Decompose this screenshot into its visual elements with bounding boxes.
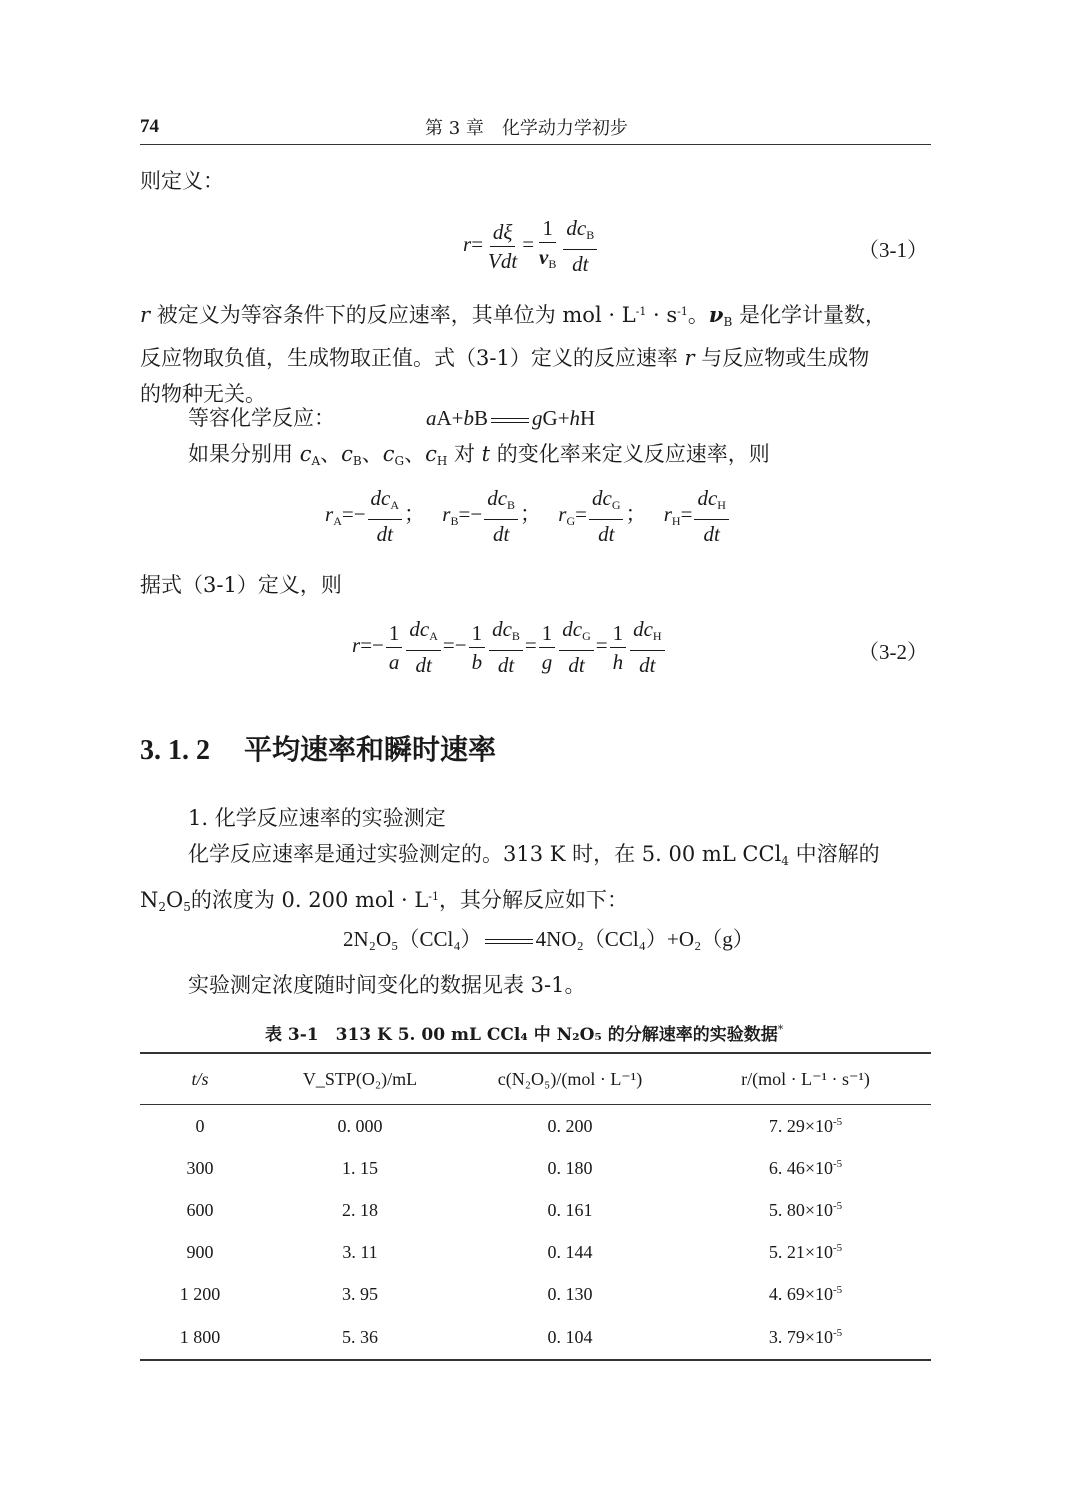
eq1-frac2: $\frac{1}{\nu_B}$ xyxy=(539,216,557,271)
equation-number-3-1: （3-1） xyxy=(858,238,928,262)
define-line: 如果分别用 $c_A$、$c_B$、$c_G$、$c_H$ 对 t 的变化率来定义反应速率，则 xyxy=(188,442,770,468)
rate-H: $r_H=$ $\frac{dc_H}{dt}$ xyxy=(664,502,731,526)
data-table-wrapper xyxy=(140,1052,931,1361)
rate-A: $r_A=-$ $\frac{dc_A}{dt}$ ； xyxy=(325,486,426,546)
page-header xyxy=(140,112,931,145)
eq1-frac3: $\frac{dc_B}{dt}$ xyxy=(563,216,597,276)
col-header-volume: V_STP(O₂)/mL xyxy=(260,1053,460,1105)
chapter-title: 第 3 章 化学动力学初步 xyxy=(425,118,628,139)
section-heading xyxy=(140,728,496,768)
table-reference-text: 实验测定浓度随时间变化的数据见表 3-1。 xyxy=(188,973,586,997)
equation-number-3-2: （3-2） xyxy=(858,640,928,664)
table-row: 300 1. 15 0. 180 6. $46\times 10^{-5}$ xyxy=(186,1157,843,1178)
rate-definitions xyxy=(325,486,731,546)
rate-B: $r_B=-$ $\frac{dc_B}{dt}$ ； xyxy=(442,486,542,546)
col-header-concentration: c(N₂O₅)/(mol · L⁻¹) xyxy=(460,1053,680,1105)
table-row: 0 0. 000 0. 200 7. $29\times 10^{-5}$ xyxy=(195,1115,843,1136)
table-row: 1 800 5. 36 0. 104 3. $79\times 10^{-5}$ xyxy=(140,1315,931,1360)
section-title: 平均速率和瞬时速率 xyxy=(244,733,497,766)
data-table xyxy=(140,1052,931,1361)
col-header-t: t/s xyxy=(140,1053,260,1105)
reaction-line: 等容化学反应： aA+bB gG+hH xyxy=(188,400,595,436)
intro-text: 则定义： xyxy=(140,169,224,193)
by-definition-text: 据式（3-1）定义，则 xyxy=(140,573,342,597)
table-caption: 表 3-1 313 K 5. 00 mL CCl₄ 中 N₂O₅ 的分解速率的实验数据* xyxy=(265,1023,784,1045)
table-row: 900 3. 11 0. 144 5. $21\times 10^{-5}$ xyxy=(186,1241,843,1262)
col-header-rate: r/(mol · L⁻¹ · s⁻¹) xyxy=(680,1053,931,1105)
eq1-lhs: r xyxy=(463,231,472,256)
table-header-row xyxy=(140,1053,931,1105)
equation-3-1: r= $\frac{d\xi}{\text{Vdt}}$ = $\frac{1}{\nu_B}$ $\frac{dc_B}{dt}$ xyxy=(463,216,599,276)
table-row: 1 200 3. 95 0. 130 4. $69\times 10^{-5}$ xyxy=(179,1283,843,1304)
subsection-heading: 1. 化学反应速率的实验测定 xyxy=(188,806,446,830)
table-row: 600 2. 18 0. 161 5. $80\times 10^{-5}$ xyxy=(186,1199,843,1220)
equation-3-2: r=− $\frac{1}{a}$ $\frac{dc_A}{dt}$ =− $\frac{1}{b}$ $\frac{dc_B}{dt}$ = $\frac{1}{g}$ $\frac{dc_G}{dt}$ = $\frac{1}{h}$ $\frac{dc_H}{dt}$ xyxy=(352,617,667,677)
decomposition-equation: 2N₂O₅（CCl₄） 4NO₂（CCl₄）+O₂（g） xyxy=(343,927,754,951)
eq1-frac1: $\frac{d\xi}{\text{Vdt}}$ xyxy=(488,219,518,273)
paragraph-experiment: 化学反应速率是通过实验测定的。313 K 时，在 5. 00 mL CCl$_4$ 中溶解的 $N_2O_5$的浓度为 0. 200 mol · $L^{-1}$，其分解反应如下： xyxy=(140,842,880,914)
section-number: 3. 1. 2 xyxy=(140,735,210,766)
paragraph-definition: r 被定义为等容条件下的反应速率，其单位为 mol · $L^{-1} \cdot s^{-1}$。$\nu_B$ 是化学计量数， 反应物取负值，生成物取正值。式（3-1）定义的反应速率 r 与反应物或生成物 的物种无关。 xyxy=(140,302,886,406)
rate-G: $r_G=$ $\frac{dc_G}{dt}$ ； xyxy=(558,486,647,546)
page-number: 74 xyxy=(140,116,159,137)
reaction-label: 等容化学反应： xyxy=(188,406,335,430)
